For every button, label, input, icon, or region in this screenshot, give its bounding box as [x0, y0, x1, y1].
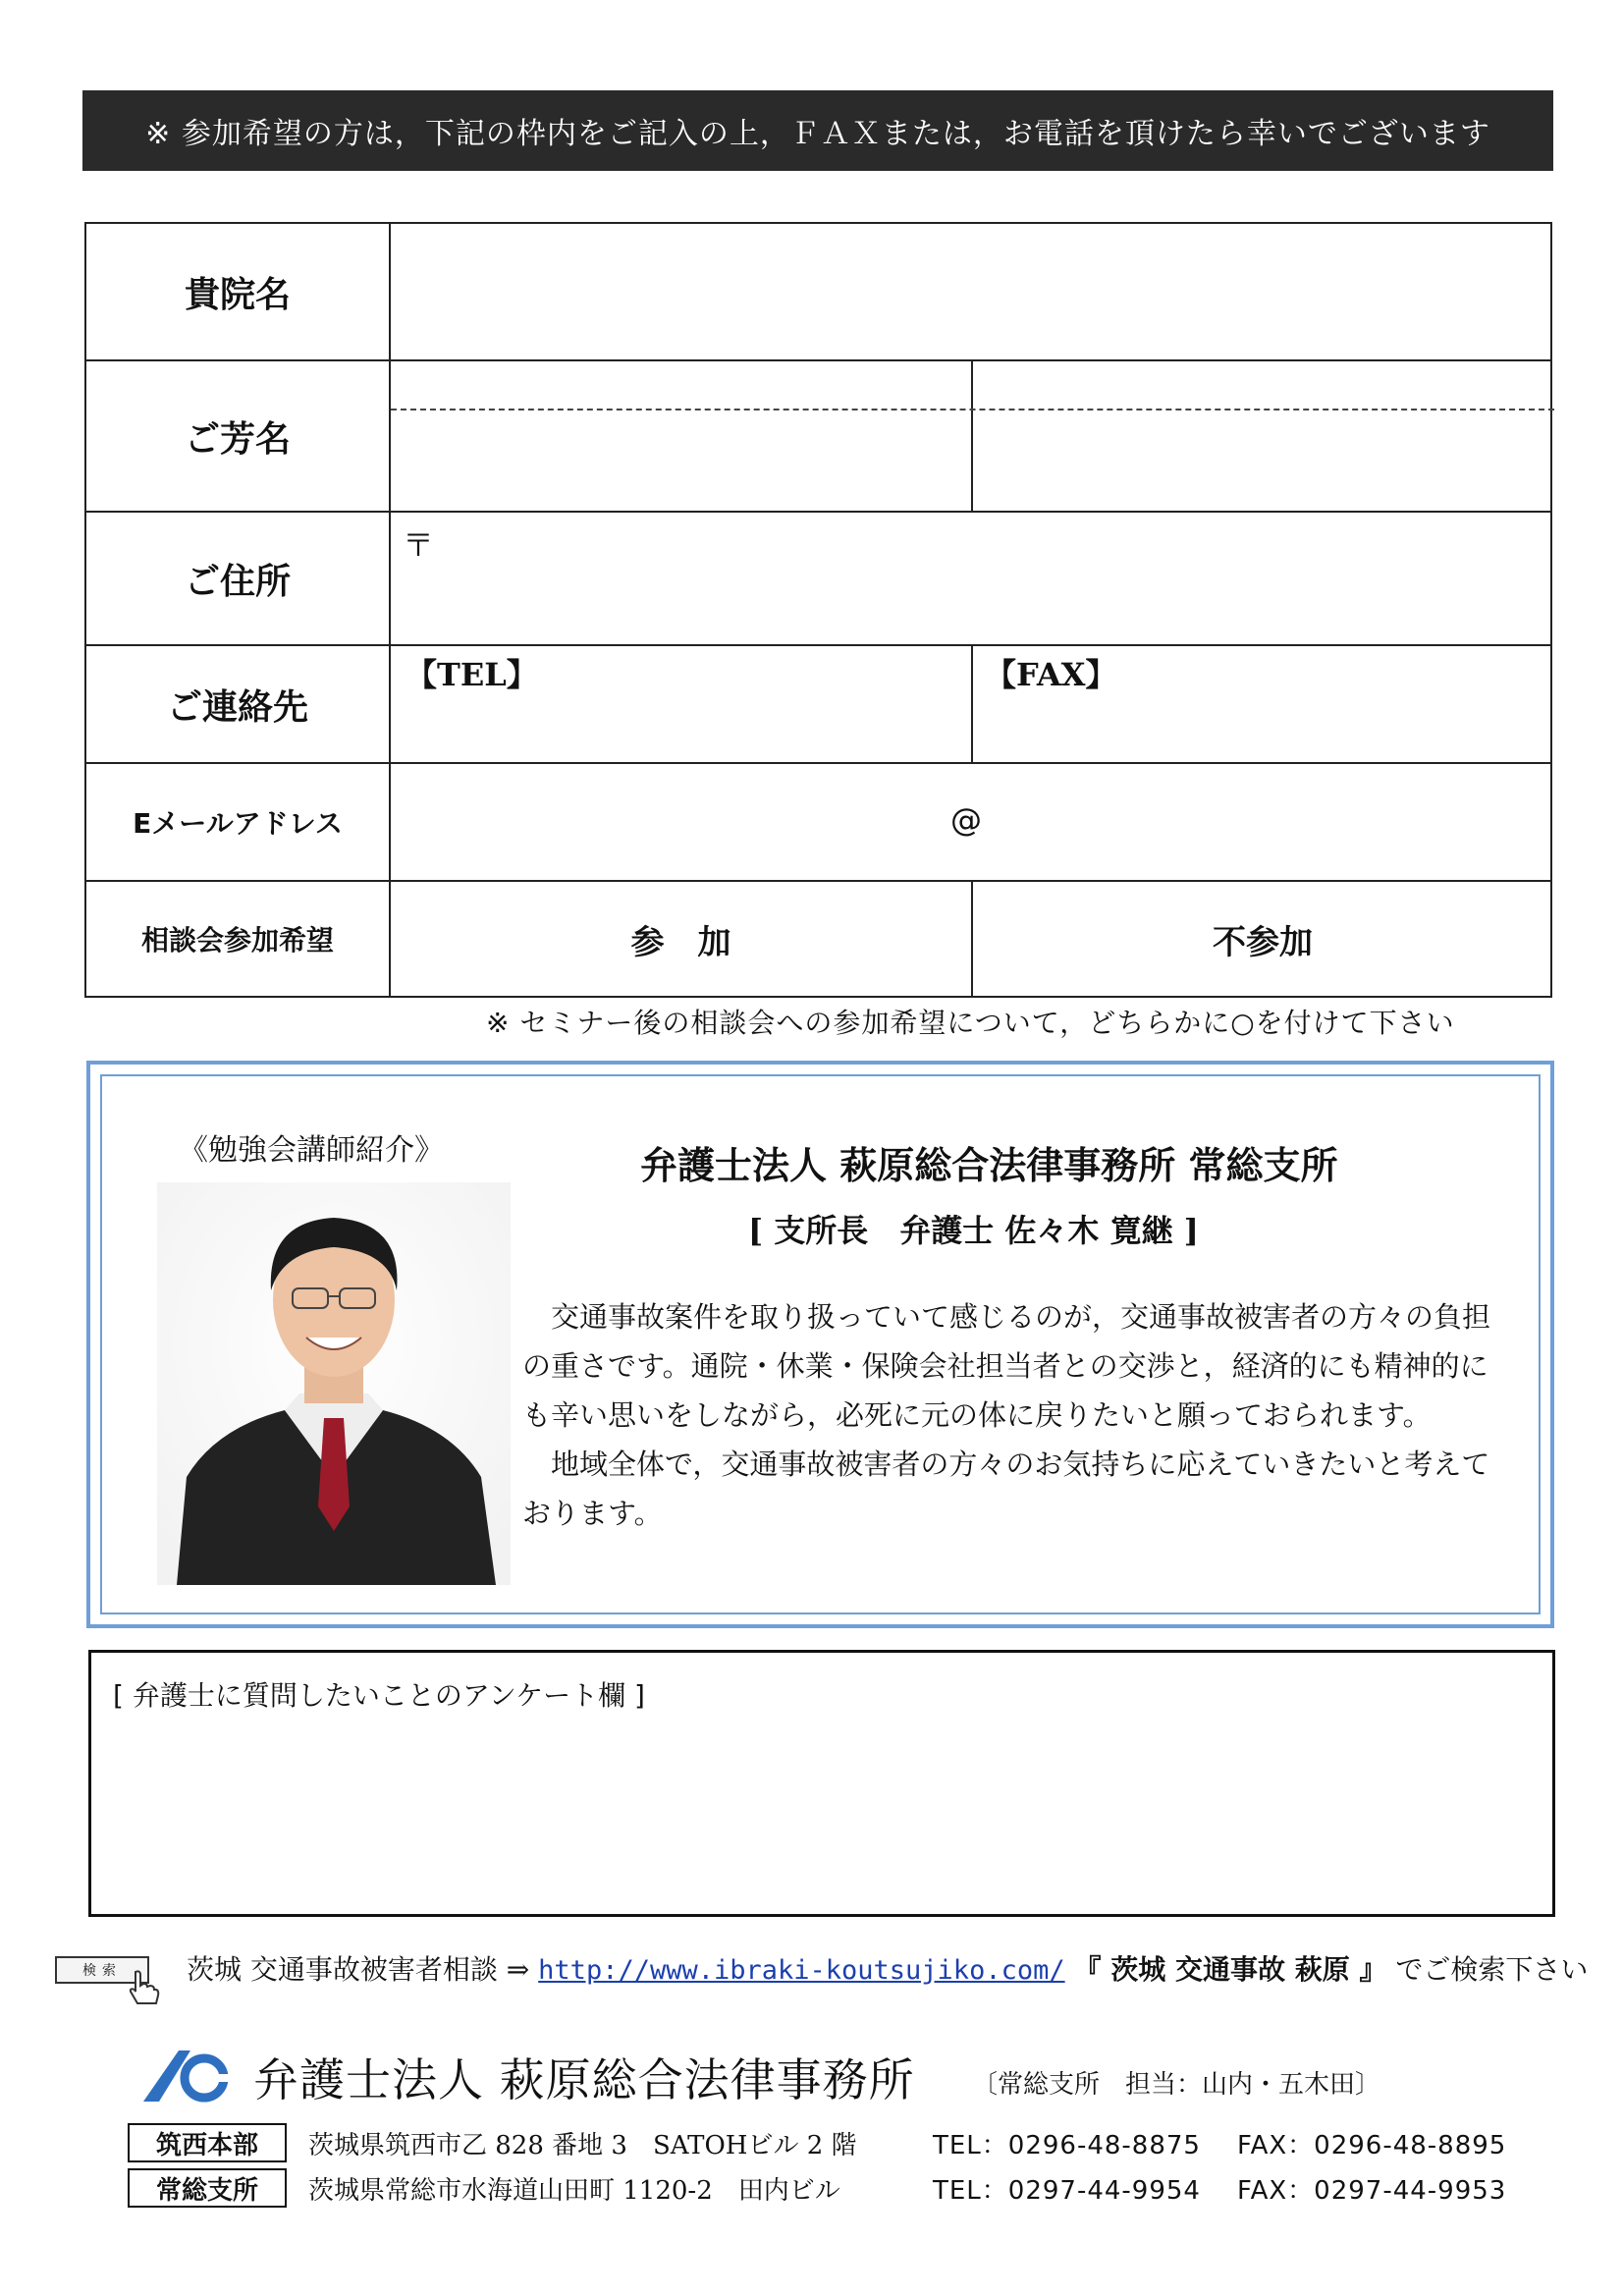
office-row	[128, 2168, 1506, 2208]
row-consult	[86, 882, 1550, 996]
office-fax: FAX：0297-44-9953	[1237, 2175, 1507, 2206]
pointer-hand-icon	[126, 1968, 161, 2007]
email-field[interactable]	[391, 764, 1550, 880]
search-keyword: 『 茨城 交通事故 萩原 』	[1073, 1953, 1387, 1986]
office-address: 茨城県常総市水海道山田町 1120-2 田内ビル	[308, 2175, 840, 2206]
footer-firm-name: 弁護士法人 萩原総合法律事務所	[253, 2053, 915, 2106]
hospital-field[interactable]	[391, 224, 1550, 359]
search-text: 茨城 交通事故被害者相談 ⇒	[187, 1953, 530, 1986]
bio-paragraph-2: 地域全体で，交通事故被害者の方々のお気持ちに応えていきたいと考えております。	[522, 1448, 1490, 1530]
lecturer-profile-box	[86, 1061, 1554, 1628]
website-link[interactable]: http://www.ibraki-koutsujiko.com/	[538, 1955, 1065, 1986]
search-suffix: でご検索下さい	[1395, 1953, 1589, 1986]
fax-field[interactable]	[973, 685, 1550, 762]
office-name: 常総支所	[128, 2168, 287, 2208]
survey-box[interactable]	[88, 1650, 1555, 1917]
contact-label: ご連絡先	[86, 646, 391, 762]
name-field-1[interactable]	[391, 361, 970, 511]
row-address	[86, 513, 1550, 646]
postal-mark: 〒	[403, 526, 435, 564]
consult-note: ※ セミナー後の相談会への参加希望について，どちらかに○を付けて下さい	[486, 1007, 1455, 1039]
bio-paragraph-1: 交通事故案件を取り扱っていて感じるのが，交通事故被害者の方々の負担の重さです。通院・休業・保険会社担当者との交渉と，経済的にも精神的にも辛い思いをしながら，必死に元の体に戻りたいと願っておられます。	[522, 1300, 1491, 1432]
fax-label: 【FAX】	[985, 656, 1117, 693]
office-fax: FAX：0296-48-8895	[1237, 2130, 1507, 2160]
name-field-2[interactable]	[973, 361, 1550, 511]
address-label: ご住所	[86, 513, 391, 644]
office-tel: TEL：0297-44-9954	[933, 2175, 1201, 2206]
email-at-sign: @	[950, 801, 982, 839]
registration-form	[84, 222, 1552, 998]
lawyer-photo	[157, 1182, 511, 1585]
search-button-graphic: 検索	[55, 1956, 149, 1984]
row-hospital	[86, 224, 1550, 361]
profile-heading: 《勉強会講師紹介》	[179, 1133, 444, 1168]
lawyer-name: [ 支所長 弁護士 佐々木 寛継 ]	[748, 1212, 1199, 1249]
not-attend-option[interactable]: 不参加	[1213, 922, 1313, 962]
instruction-banner: ※ 参加希望の方は，下記の枠内をご記入の上，ＦＡＸまたは，お電話を頂けたら幸いでございます	[82, 90, 1553, 171]
name-label: ご芳名	[86, 361, 391, 511]
office-name: 筑西本部	[128, 2123, 287, 2162]
row-email	[86, 764, 1550, 882]
survey-title: [ 弁護士に質問したいことのアンケート欄 ]	[113, 1679, 645, 1712]
email-label: Eメールアドレス	[86, 764, 391, 880]
row-name	[86, 361, 1550, 513]
profile-firm-name: 弁護士法人 萩原総合法律事務所 常総支所	[640, 1143, 1338, 1187]
footer-contact-person: 〔常総支所 担当：山内・五木田〕	[972, 2070, 1381, 2100]
attend-option[interactable]: 参 加	[630, 922, 731, 962]
office-address: 茨城県筑西市乙 828 番地 3 SATOHビル 2 階	[308, 2130, 857, 2160]
lawyer-biography	[522, 1292, 1494, 1538]
row-contact	[86, 646, 1550, 764]
tel-field[interactable]	[391, 685, 970, 762]
office-row	[128, 2123, 1506, 2162]
tel-label: 【TEL】	[406, 656, 538, 693]
firm-logo-icon	[139, 2047, 234, 2105]
consult-label: 相談会参加希望	[86, 882, 391, 996]
office-tel: TEL：0296-48-8875	[933, 2130, 1201, 2160]
address-field[interactable]	[391, 513, 1550, 644]
search-line	[187, 1948, 1588, 1988]
hospital-label: 貴院名	[86, 224, 391, 359]
